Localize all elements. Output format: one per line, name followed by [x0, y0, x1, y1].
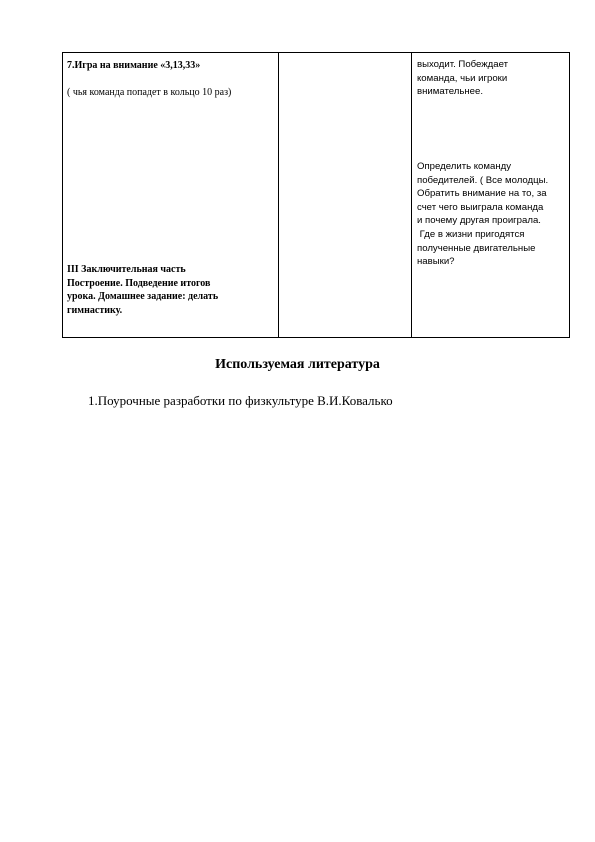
guidance-cell-game	[417, 58, 569, 99]
guidance-line: полученные двигательные	[417, 242, 536, 254]
guidance-line: победителей. ( Все молодцы.	[417, 174, 549, 186]
guidance-line: Где в жизни пригодятся	[417, 228, 525, 240]
guidance-line: Обратить внимание на то, за	[417, 188, 547, 200]
literature-item: 1.Поурочные разработки по физкультуре В.И.Ковалько	[88, 393, 393, 408]
final-part-line: III Заключительная часть	[67, 264, 186, 275]
guidance-line: навыки?	[417, 256, 455, 268]
literature-heading: Используемая литература	[215, 357, 380, 372]
guidance-line: выходит. Побеждает	[417, 59, 509, 70]
guidance-line: Определить команду	[417, 161, 512, 172]
final-part-line: гимнастику.	[67, 304, 123, 316]
guidance-line: и почему другая проиграла.	[417, 215, 541, 227]
guidance-line: команда, чьи игроки	[417, 72, 508, 84]
game-title: 7.Игра на внимание «3,13,33»	[67, 60, 201, 71]
activity-cell-game	[67, 59, 273, 99]
guidance-line: счет чего выиграла команда	[417, 201, 544, 213]
column-divider	[411, 53, 412, 337]
guidance-cell-final	[417, 160, 569, 269]
final-part-line: урока. Домашнее задание: делать	[67, 291, 219, 302]
guidance-line: внимательнее.	[417, 86, 484, 98]
final-part-line: Построение. Подведение итогов	[67, 277, 211, 289]
column-divider	[278, 53, 279, 337]
activity-cell-final	[67, 263, 273, 317]
lesson-table	[62, 52, 570, 338]
game-note: ( чья команда попадет в кольцо 10 раз)	[67, 86, 232, 98]
